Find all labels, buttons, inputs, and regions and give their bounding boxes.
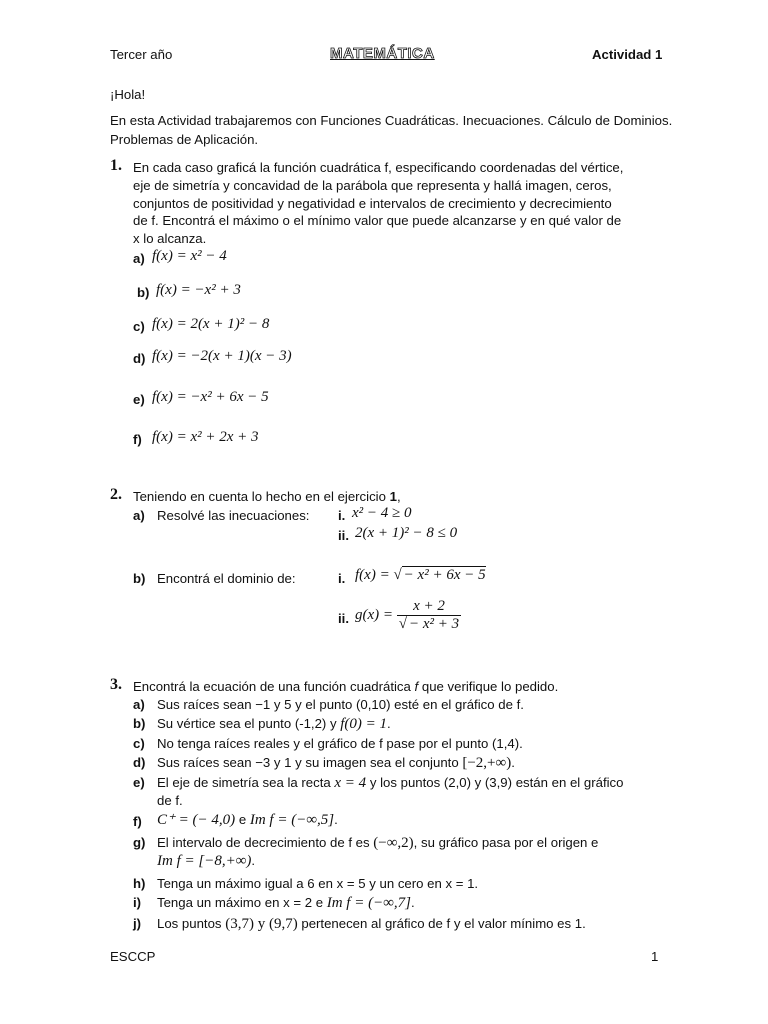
- exercise-3g-continuation: [157, 852, 255, 870]
- exercise-3g-cont-expr: Im f = [−8,+∞): [157, 853, 252, 869]
- exercise-1a-label: a): [133, 251, 145, 266]
- exercise-3a-text: Sus raíces sean −1 y 5 y el punto (0,10) esté en el gráfico de f.: [157, 697, 524, 712]
- exercise-1-number: 1.: [110, 157, 122, 174]
- exercise-2-intro: [133, 488, 401, 506]
- exercise-3j-label: j): [133, 916, 142, 931]
- exercise-3j-text: [157, 915, 586, 933]
- exercise-3e-post: y los puntos (2,0) y (3,9) están en el gráfico: [369, 775, 624, 790]
- exercise-1-line-5: x lo alcanza.: [133, 231, 207, 246]
- header-title: MATEMÁTICA: [330, 45, 435, 62]
- exercise-2a-i-expr: x² − 4 ≥ 0: [352, 505, 412, 521]
- exercise-3b-expr: f(0) = 1: [340, 716, 388, 732]
- exercise-3b-label: b): [133, 716, 146, 731]
- exercise-3i-label: i): [133, 895, 142, 910]
- exercise-2-intro-ref: 1: [389, 489, 397, 504]
- exercise-3g-post: , su gráfico pasa por el origen e: [413, 835, 599, 850]
- exercise-3f-expr-2: Im f = (−∞,5]: [249, 812, 335, 828]
- exercise-3f-mid: e: [238, 812, 247, 827]
- exercise-1-line-2: eje de simetría y concavidad de la parábola que representa y hallá imagen, ceros,: [133, 178, 612, 193]
- exercise-3g-expr: (−∞,2): [373, 835, 414, 851]
- radical-icon: √: [398, 616, 408, 632]
- exercise-1-line-4: de f. Encontrá el máximo o el mínimo valor que puede alcanzarse y en qué valor de: [133, 213, 622, 228]
- exercise-3e-expr: x = 4: [334, 775, 367, 791]
- intro-line-1: En esta Actividad trabajaremos con Funciones Cuadráticas. Inecuaciones. Cálculo de Dominios.: [110, 113, 673, 128]
- footer-page-number: 1: [651, 949, 659, 964]
- exercise-2a-text: Resolvé las inecuaciones:: [157, 508, 310, 523]
- exercise-2b-ii-fraction: [397, 598, 461, 633]
- exercise-2b-ii-denominator: − x² + 3: [409, 616, 460, 632]
- exercise-3g-label: g): [133, 835, 146, 850]
- exercise-3b-text: [157, 715, 391, 733]
- exercise-3e-label: e): [133, 775, 145, 790]
- exercise-2b-i-expr: [355, 567, 486, 584]
- radical-icon: √: [393, 567, 402, 583]
- exercise-2-number: 2.: [110, 486, 122, 503]
- exercise-1-line-3: conjuntos de positividad y negatividad e intervalos de crecimiento y decrecimiento: [133, 196, 612, 211]
- exercise-1b-expr: f(x) = −x² + 3: [156, 282, 241, 298]
- exercise-2b-i-radicand: − x² + 6x − 5: [403, 567, 486, 583]
- exercise-3b-post: .: [387, 716, 391, 731]
- exercise-3d-expr: [−2,+∞): [462, 755, 512, 771]
- exercise-2b-label: b): [133, 571, 146, 586]
- exercise-3a-label: a): [133, 697, 145, 712]
- exercise-3g-cont-post: .: [251, 853, 256, 868]
- exercise-3j-post: pertenecen al gráfico de f y el valor mínimo es 1.: [301, 916, 586, 931]
- exercise-3d-post: .: [511, 755, 515, 770]
- exercise-3c-text: No tenga raíces reales y el gráfico de f pase por el punto (1,4).: [157, 736, 523, 751]
- exercise-3-intro-var: f: [414, 679, 419, 694]
- exercise-1f-expr: f(x) = x² + 2x + 3: [152, 429, 259, 445]
- exercise-1e-expr: f(x) = −x² + 6x − 5: [152, 389, 269, 405]
- exercise-3d-pre: Sus raíces sean −3 y 1 y su imagen sea el conjunto: [157, 755, 459, 770]
- exercise-2b-i-lhs: f(x) =: [355, 567, 394, 583]
- exercise-3f-text: [157, 811, 338, 829]
- exercise-1c-expr: f(x) = 2(x + 1)² − 8: [152, 316, 270, 332]
- exercise-3d-label: d): [133, 755, 146, 770]
- exercise-2a-i-label: i.: [338, 508, 346, 523]
- exercise-3h-text: Tenga un máximo igual a 6 en x = 5 y un cero en x = 1.: [157, 876, 479, 891]
- exercise-2b-ii-label: ii.: [338, 611, 349, 626]
- exercise-1b-label: b): [137, 285, 150, 300]
- exercise-2-intro-text: Teniendo en cuenta lo hecho en el ejercicio: [133, 489, 386, 504]
- exercise-3i-expr: Im f = (−∞,7]: [326, 895, 411, 911]
- exercise-1d-label: d): [133, 351, 146, 366]
- exercise-1c-label: c): [133, 319, 145, 334]
- exercise-2-intro-end: ,: [396, 489, 401, 504]
- exercise-3i-pre: Tenga un máximo en x = 2 e: [157, 895, 324, 910]
- exercise-3c-label: c): [133, 736, 145, 751]
- exercise-1e-label: e): [133, 392, 145, 407]
- intro-line-2: Problemas de Aplicación.: [110, 132, 259, 147]
- exercise-3g-text: [157, 834, 598, 852]
- footer-school: ESCCP: [110, 949, 156, 964]
- exercise-2a-ii-label: ii.: [338, 528, 349, 543]
- exercise-2b-ii-lhs: g(x) =: [355, 607, 397, 623]
- exercise-3-intro-post: que verifique lo pedido.: [421, 679, 559, 694]
- exercise-3i-post: .: [410, 895, 415, 910]
- exercise-2b-text: Encontrá el dominio de:: [157, 571, 296, 586]
- exercise-3f-label: f): [133, 814, 142, 829]
- exercise-2a-label: a): [133, 508, 145, 523]
- exercise-3j-expr: (3,7) y (9,7): [225, 916, 298, 932]
- exercise-3g-pre: El intervalo de decrecimiento de f es: [157, 835, 370, 850]
- exercise-1d-expr: f(x) = −2(x + 1)(x − 3): [152, 348, 292, 364]
- exercise-1a-expr: f(x) = x² − 4: [152, 248, 227, 264]
- exercise-3e-continuation: de f.: [157, 793, 183, 808]
- exercise-3-intro: [133, 678, 558, 696]
- exercise-2b-ii-denominator-wrap: [397, 616, 461, 633]
- exercise-1f-label: f): [133, 432, 142, 447]
- exercise-2b-i-label: i.: [338, 571, 346, 586]
- exercise-3h-label: h): [133, 876, 146, 891]
- exercise-3b-pre: Su vértice sea el punto (-1,2) y: [157, 716, 337, 731]
- exercise-2b-ii-expr: [355, 598, 461, 633]
- exercise-2a-ii-expr: 2(x + 1)² − 8 ≤ 0: [355, 525, 458, 541]
- exercise-3-number: 3.: [110, 676, 122, 693]
- exercise-3d-text: [157, 754, 515, 772]
- exercise-3-intro-pre: Encontrá la ecuación de una función cuadrática: [133, 679, 411, 694]
- exercise-1-line-1: En cada caso graficá la función cuadrática f, especificando coordenadas del vértice,: [133, 160, 624, 175]
- greeting: ¡Hola!: [110, 87, 146, 102]
- exercise-3f-post: .: [334, 812, 338, 827]
- header-course: Tercer año: [110, 47, 173, 62]
- exercise-3f-expr-1: C⁺ = (− 4,0): [157, 812, 236, 828]
- exercise-2b-ii-numerator: x + 2: [397, 598, 461, 616]
- exercise-3i-text: [157, 894, 415, 912]
- exercise-3e-pre: El eje de simetría sea la recta: [157, 775, 331, 790]
- exercise-3e-text: [157, 774, 623, 792]
- exercise-3j-pre: Los puntos: [157, 916, 222, 931]
- header-activity: Actividad 1: [592, 47, 663, 62]
